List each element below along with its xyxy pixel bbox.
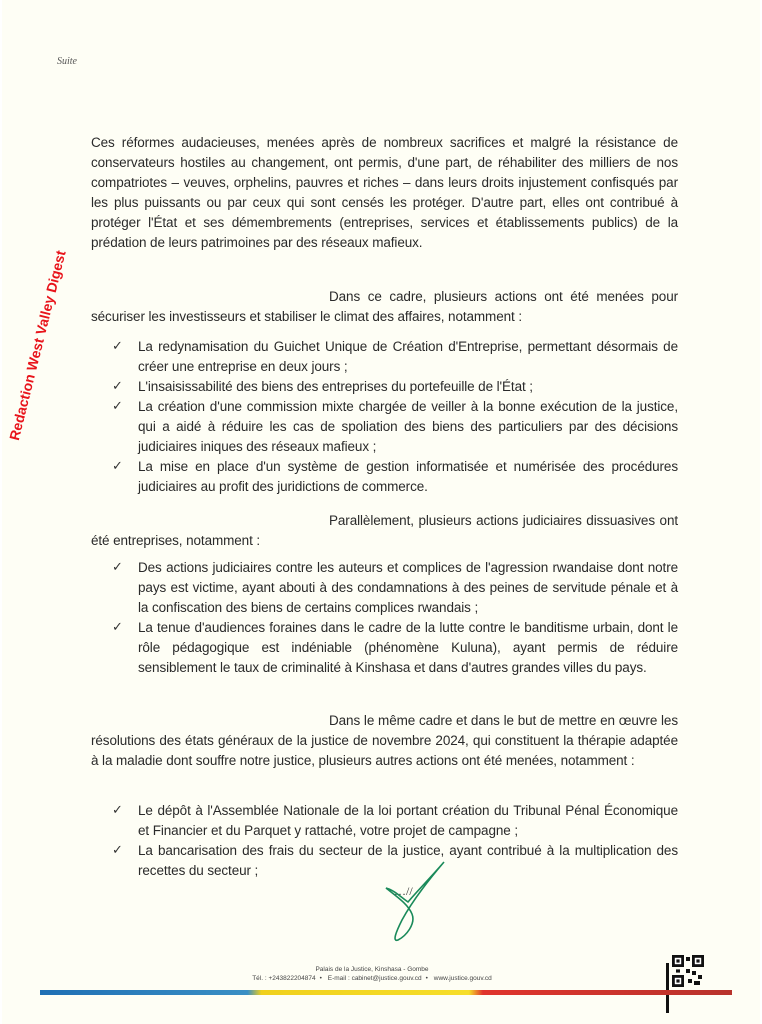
checkmark-icon: ✓ <box>112 560 123 575</box>
paragraph-reforms: Ces réformes audacieuses, menées après de nombreux sacrifices et malgré la résistance de conservateurs hostiles au changement, ont permis, d'une part, de réhabiliter des milliers de nos compatriotes – veuves, orphelins, pauvres et riches – dans leurs droits injustement confisqués par les plus puissants ou par ceux qui sont censés les protéger. D'autre part, elles ont contribué à protéger l'État et ses démembrements (entreprises, services et établissements publics) de la prédation de leurs patrimoines par des réseaux mafieux. <box>91 135 678 250</box>
footer-web: www.justice.gouv.cd <box>433 975 492 982</box>
signature-icon <box>372 858 452 948</box>
suite-label: Suite <box>57 56 77 67</box>
continuation-mark: …// <box>394 884 413 898</box>
list-judicial-actions <box>112 558 678 678</box>
list-item: ✓ La tenue d'audiences foraines dans le cadre de la lutte contre le banditisme urbain, dont le rôle pédagogique est indéniable (phénomène Kuluna), ayant permis de réduire sensiblement le taux de criminalité à Kinshasa et dans d'autres grandes villes du pays. <box>112 620 678 675</box>
paragraph-judicial-intro: Parallèlement, plusieurs actions judiciaires dissuasives ont été entreprises, notamment : <box>91 513 678 548</box>
paragraph-reforms-intro: Dans le même cadre et dans le but de mettre en œuvre les résolutions des états généraux de la justice de novembre 2024, qui constituent la thérapie adaptée à la maladie dont souffre notre justice, plusieurs autres actions ont été menées, notamment : <box>91 713 678 768</box>
checkmark-icon: ✓ <box>112 843 123 858</box>
footer <box>152 965 592 983</box>
footer-contacts: Tél. : +243822204874 • E-mail : cabinet@justice.gouv.cd • www.justice.gouv.cd <box>252 975 492 982</box>
document-page <box>2 0 760 1024</box>
list-item: ✓ Le dépôt à l'Assemblée Nationale de la loi portant création du Tribunal Pénal Économique et Financier et du Parquet y rattaché, votre projet de campagne ; <box>112 803 678 838</box>
qr-code-icon <box>672 955 704 987</box>
list-item: ✓ La redynamisation du Guichet Unique de Création d'Entreprise, permettant désormais de créer une entreprise en deux jours ; <box>112 339 678 374</box>
footer-tel: Tél. : +243822204874 <box>252 975 316 982</box>
footer-email: E-mail : cabinet@justice.gouv.cd <box>327 975 422 982</box>
list-item: ✓ L'insaisissabilité des biens des entreprises du portefeuille de l'État ; <box>112 377 678 397</box>
checkmark-icon: ✓ <box>112 459 123 474</box>
margin-mark <box>666 963 669 1013</box>
list-business-actions <box>112 337 678 497</box>
list-item: ✓ La mise en place d'un système de gestion informatisée et numérisée des procédures judiciaires au profit des juridictions de commerce. <box>112 459 678 494</box>
paragraph-actions-intro: Dans ce cadre, plusieurs actions ont été menées pour sécuriser les investisseurs et stabiliser le climat des affaires, notamment : <box>91 289 678 324</box>
checkmark-icon: ✓ <box>112 620 123 635</box>
flag-color-bar <box>40 990 732 995</box>
list-item: ✓ La création d'une commission mixte chargée de veiller à la bonne exécution de la justice, qui a aidé à réduire les cas de spoliation des biens des particuliers par des décisions judiciaires iniques des réseaux mafieux ; <box>112 399 678 454</box>
footer-address: Palais de la Justice, Kinshasa - Gombe <box>315 966 429 973</box>
list-item: ✓ Des actions judiciaires contre les auteurs et complices de l'agression rwandaise dont notre pays est victime, ayant abouti à des condamnations à des peines de servitude pénale et à la confiscation des biens de certains complices rwandais ; <box>112 560 678 615</box>
checkmark-icon: ✓ <box>112 379 123 394</box>
checkmark-icon: ✓ <box>112 803 123 818</box>
checkmark-icon: ✓ <box>112 339 123 354</box>
checkmark-icon: ✓ <box>112 399 123 414</box>
watermark-text: Redaction West Valley Digest <box>6 248 69 442</box>
list-item: ✓ La bancarisation des frais du secteur de la justice, ayant contribué à la multiplication des recettes du secteur ; <box>112 843 678 878</box>
